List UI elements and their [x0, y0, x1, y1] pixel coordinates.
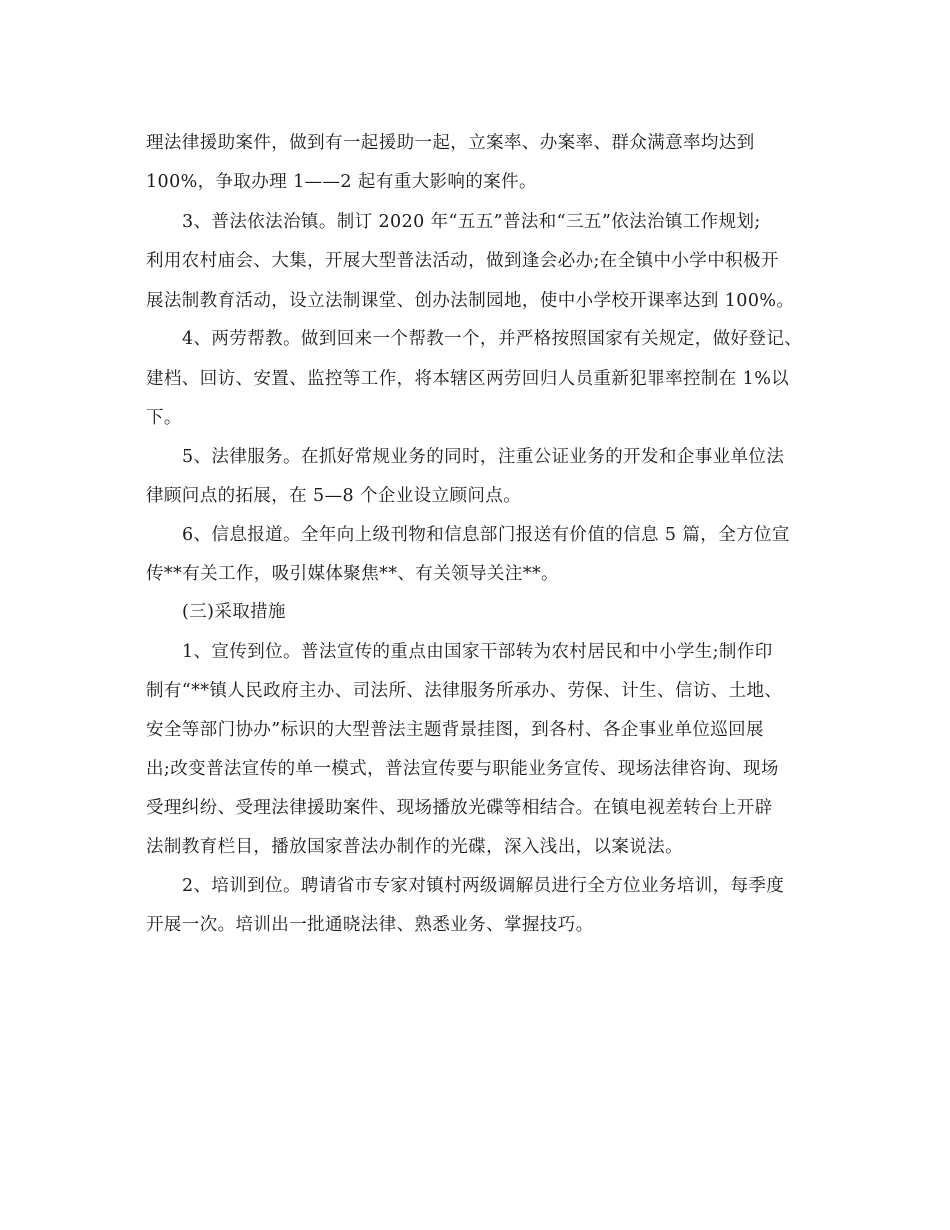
measure-1-start: 1、宣传到位。普法宣传的重点由国家干部转为农村居民和中小学生;制作印 — [182, 642, 773, 662]
section-heading: (三)采取措施 — [182, 602, 286, 622]
paragraph-6-start: 6、信息报道。全年向上级刊物和信息部门报送有价值的信息 5 篇，全方位宣 — [182, 525, 790, 545]
text-line: 建档、回访、安置、监控等工作，将本辖区两劳回归人员重新犯罪率控制在 1%以 — [146, 369, 790, 389]
text-line: 制有“**镇人民政府主办、司法所、法律服务所承办、劳保、计生、信访、土地、 — [146, 681, 783, 701]
text-line: 利用农村庙会、大集，开展大型普法活动，做到逢会必办;在全镇中小学中积极开 — [146, 251, 779, 271]
text-line: 开展一次。培训出一批通晓法律、熟悉业务、掌握技巧。 — [146, 915, 594, 935]
paragraph-4-start: 4、两劳帮教。做到回来一个帮教一个，并严格按照国家有关规定，做好登记、 — [182, 329, 803, 349]
text-line: 律顾问点的拓展，在 5—8 个企业设立顾问点。 — [146, 486, 522, 506]
text-line: 法制教育栏目，播放国家普法办制作的光碟，深入浅出，以案说法。 — [146, 837, 683, 857]
paragraph-3-start: 3、普法依法治镇。制订 2020 年“五五”普法和“三五”依法治镇工作规划; — [182, 212, 761, 232]
text-line: 下。 — [146, 408, 182, 428]
text-line: 出;改变普法宣传的单一模式，普法宣传要与职能业务宣传、现场法律咨询、现场 — [146, 759, 779, 779]
text-line: 100%，争取办理 1——2 起有重大影响的案件。 — [146, 172, 537, 192]
paragraph-5-start: 5、法律服务。在抓好常规业务的同时，注重公证业务的开发和企事业单位法 — [182, 447, 785, 467]
text-line: 展法制教育活动，设立法制课堂、创办法制园地，使中小学校开课率达到 100%。 — [146, 291, 795, 311]
measure-2-start: 2、培训到位。聘请省市专家对镇村两级调解员进行全方位业务培训，每季度 — [182, 876, 785, 896]
text-line: 受理纠纷、受理法律援助案件、现场播放光碟等相结合。在镇电视差转台上开辟 — [146, 798, 773, 818]
text-line: 安全等部门协办”标识的大型普法主题背景挂图，到各村、各企事业单位巡回展 — [146, 720, 764, 740]
text-line: 传**有关工作，吸引媒体聚焦**、有关领导关注**。 — [146, 564, 559, 584]
text-line: 理法律援助案件，做到有一起援助一起，立案率、办案率、群众满意率均达到 — [146, 133, 755, 153]
